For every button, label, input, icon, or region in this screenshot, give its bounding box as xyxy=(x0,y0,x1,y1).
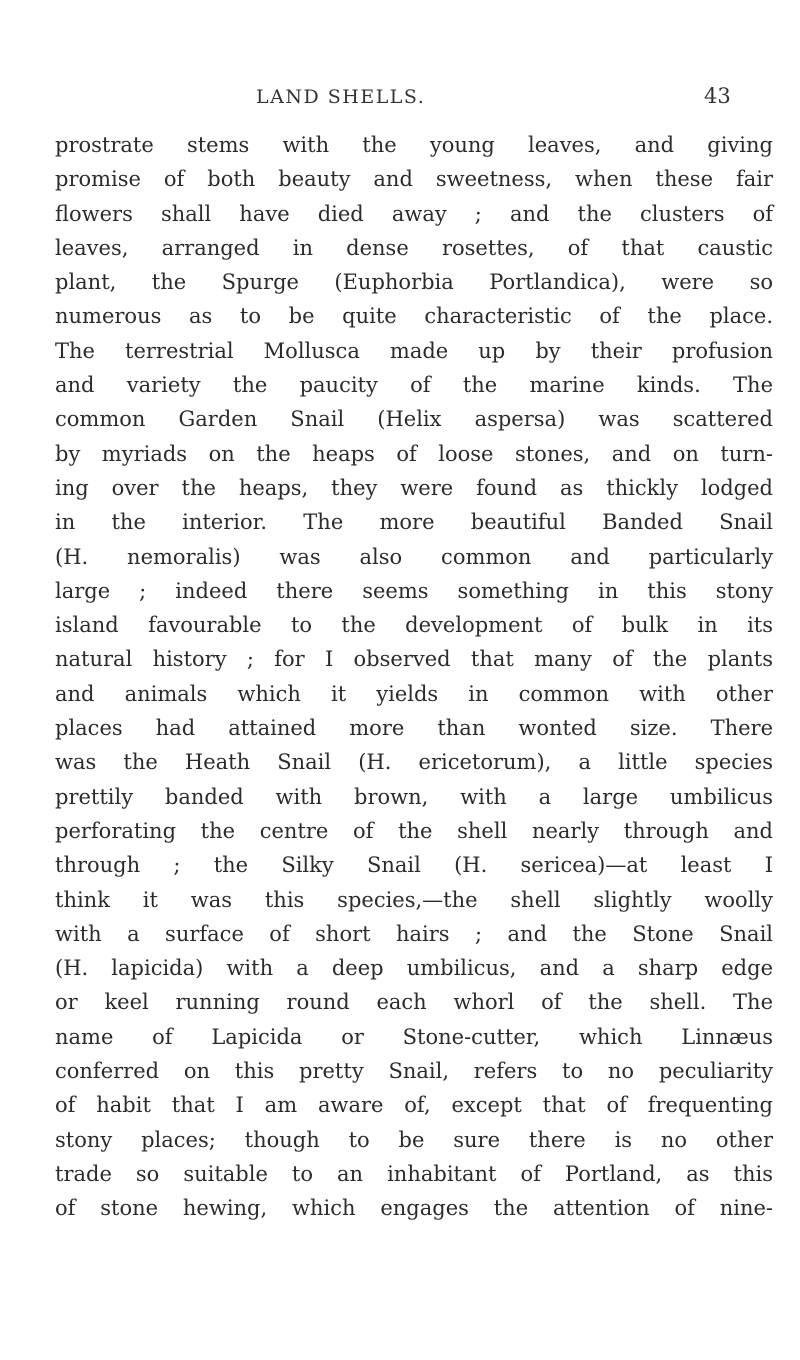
text-line: promise of both beauty and sweetness, when these fair xyxy=(55,167,773,192)
text-line: flowers shall have died away ; and the clusters of xyxy=(55,201,773,226)
text-line: think it was this species,—the shell slightly woolly xyxy=(55,887,773,912)
text-line: by myriads on the heaps of loose stones, and on turn- xyxy=(55,441,773,466)
page-number: 43 xyxy=(704,84,731,108)
text-line: plant, the Spurge (Euphorbia Portlandica), were so xyxy=(55,270,773,295)
text-line: ing over the heaps, they were found as thickly lodged xyxy=(55,475,773,500)
text-line: island favourable to the development of bulk in its xyxy=(55,613,773,638)
text-line: (H. lapicida) with a deep umbilicus, and a sharp edge xyxy=(55,956,773,981)
text-line: perforating the centre of the shell nearly through and xyxy=(55,818,773,843)
text-line: trade so suitable to an inhabitant of Portland, as this xyxy=(55,1161,773,1186)
text-line: of habit that I am aware of, except that of frequenting xyxy=(55,1093,773,1118)
text-line: large ; indeed there seems something in this stony xyxy=(55,578,773,603)
text-line: numerous as to be quite characteristic of the place. xyxy=(55,304,773,329)
body-text xyxy=(55,128,773,1226)
text-line: common Garden Snail (Helix aspersa) was scattered xyxy=(55,407,773,432)
text-line: with a surface of short hairs ; and the Stone Snail xyxy=(55,921,773,946)
text-line: natural history ; for I observed that many of the plants xyxy=(55,647,773,672)
text-line: stony places; though to be sure there is no other xyxy=(55,1127,773,1152)
text-line: The terrestrial Mollusca made up by their profusion xyxy=(55,338,773,363)
text-line: (H. nemoralis) was also common and particularly xyxy=(55,544,773,569)
text-line: prostrate stems with the young leaves, and giving xyxy=(55,133,773,157)
text-line: leaves, arranged in dense rosettes, of that caustic xyxy=(55,235,773,260)
running-head: LAND SHELLS. xyxy=(256,86,426,108)
text-line: was the Heath Snail (H. ericetorum), a little species xyxy=(55,750,773,775)
text-line: and animals which it yields in common with other xyxy=(55,681,773,706)
text-line: conferred on this pretty Snail, refers to no peculiarity xyxy=(55,1059,773,1084)
text-line: or keel running round each whorl of the shell. The xyxy=(55,990,773,1015)
text-line: of stone hewing, which engages the attention of nine- xyxy=(55,1196,773,1221)
text-line: prettily banded with brown, with a large umbilicus xyxy=(55,784,773,809)
text-line: name of Lapicida or Stone-cutter, which Linnæus xyxy=(55,1024,773,1049)
text-line: in the interior. The more beautiful Banded Snail xyxy=(55,510,773,535)
text-line: through ; the Silky Snail (H. sericea)—at least I xyxy=(55,853,773,878)
text-line: and variety the paucity of the marine kinds. The xyxy=(55,373,773,398)
page-header xyxy=(0,86,800,114)
text-line: places had attained more than wonted size. There xyxy=(55,716,773,741)
